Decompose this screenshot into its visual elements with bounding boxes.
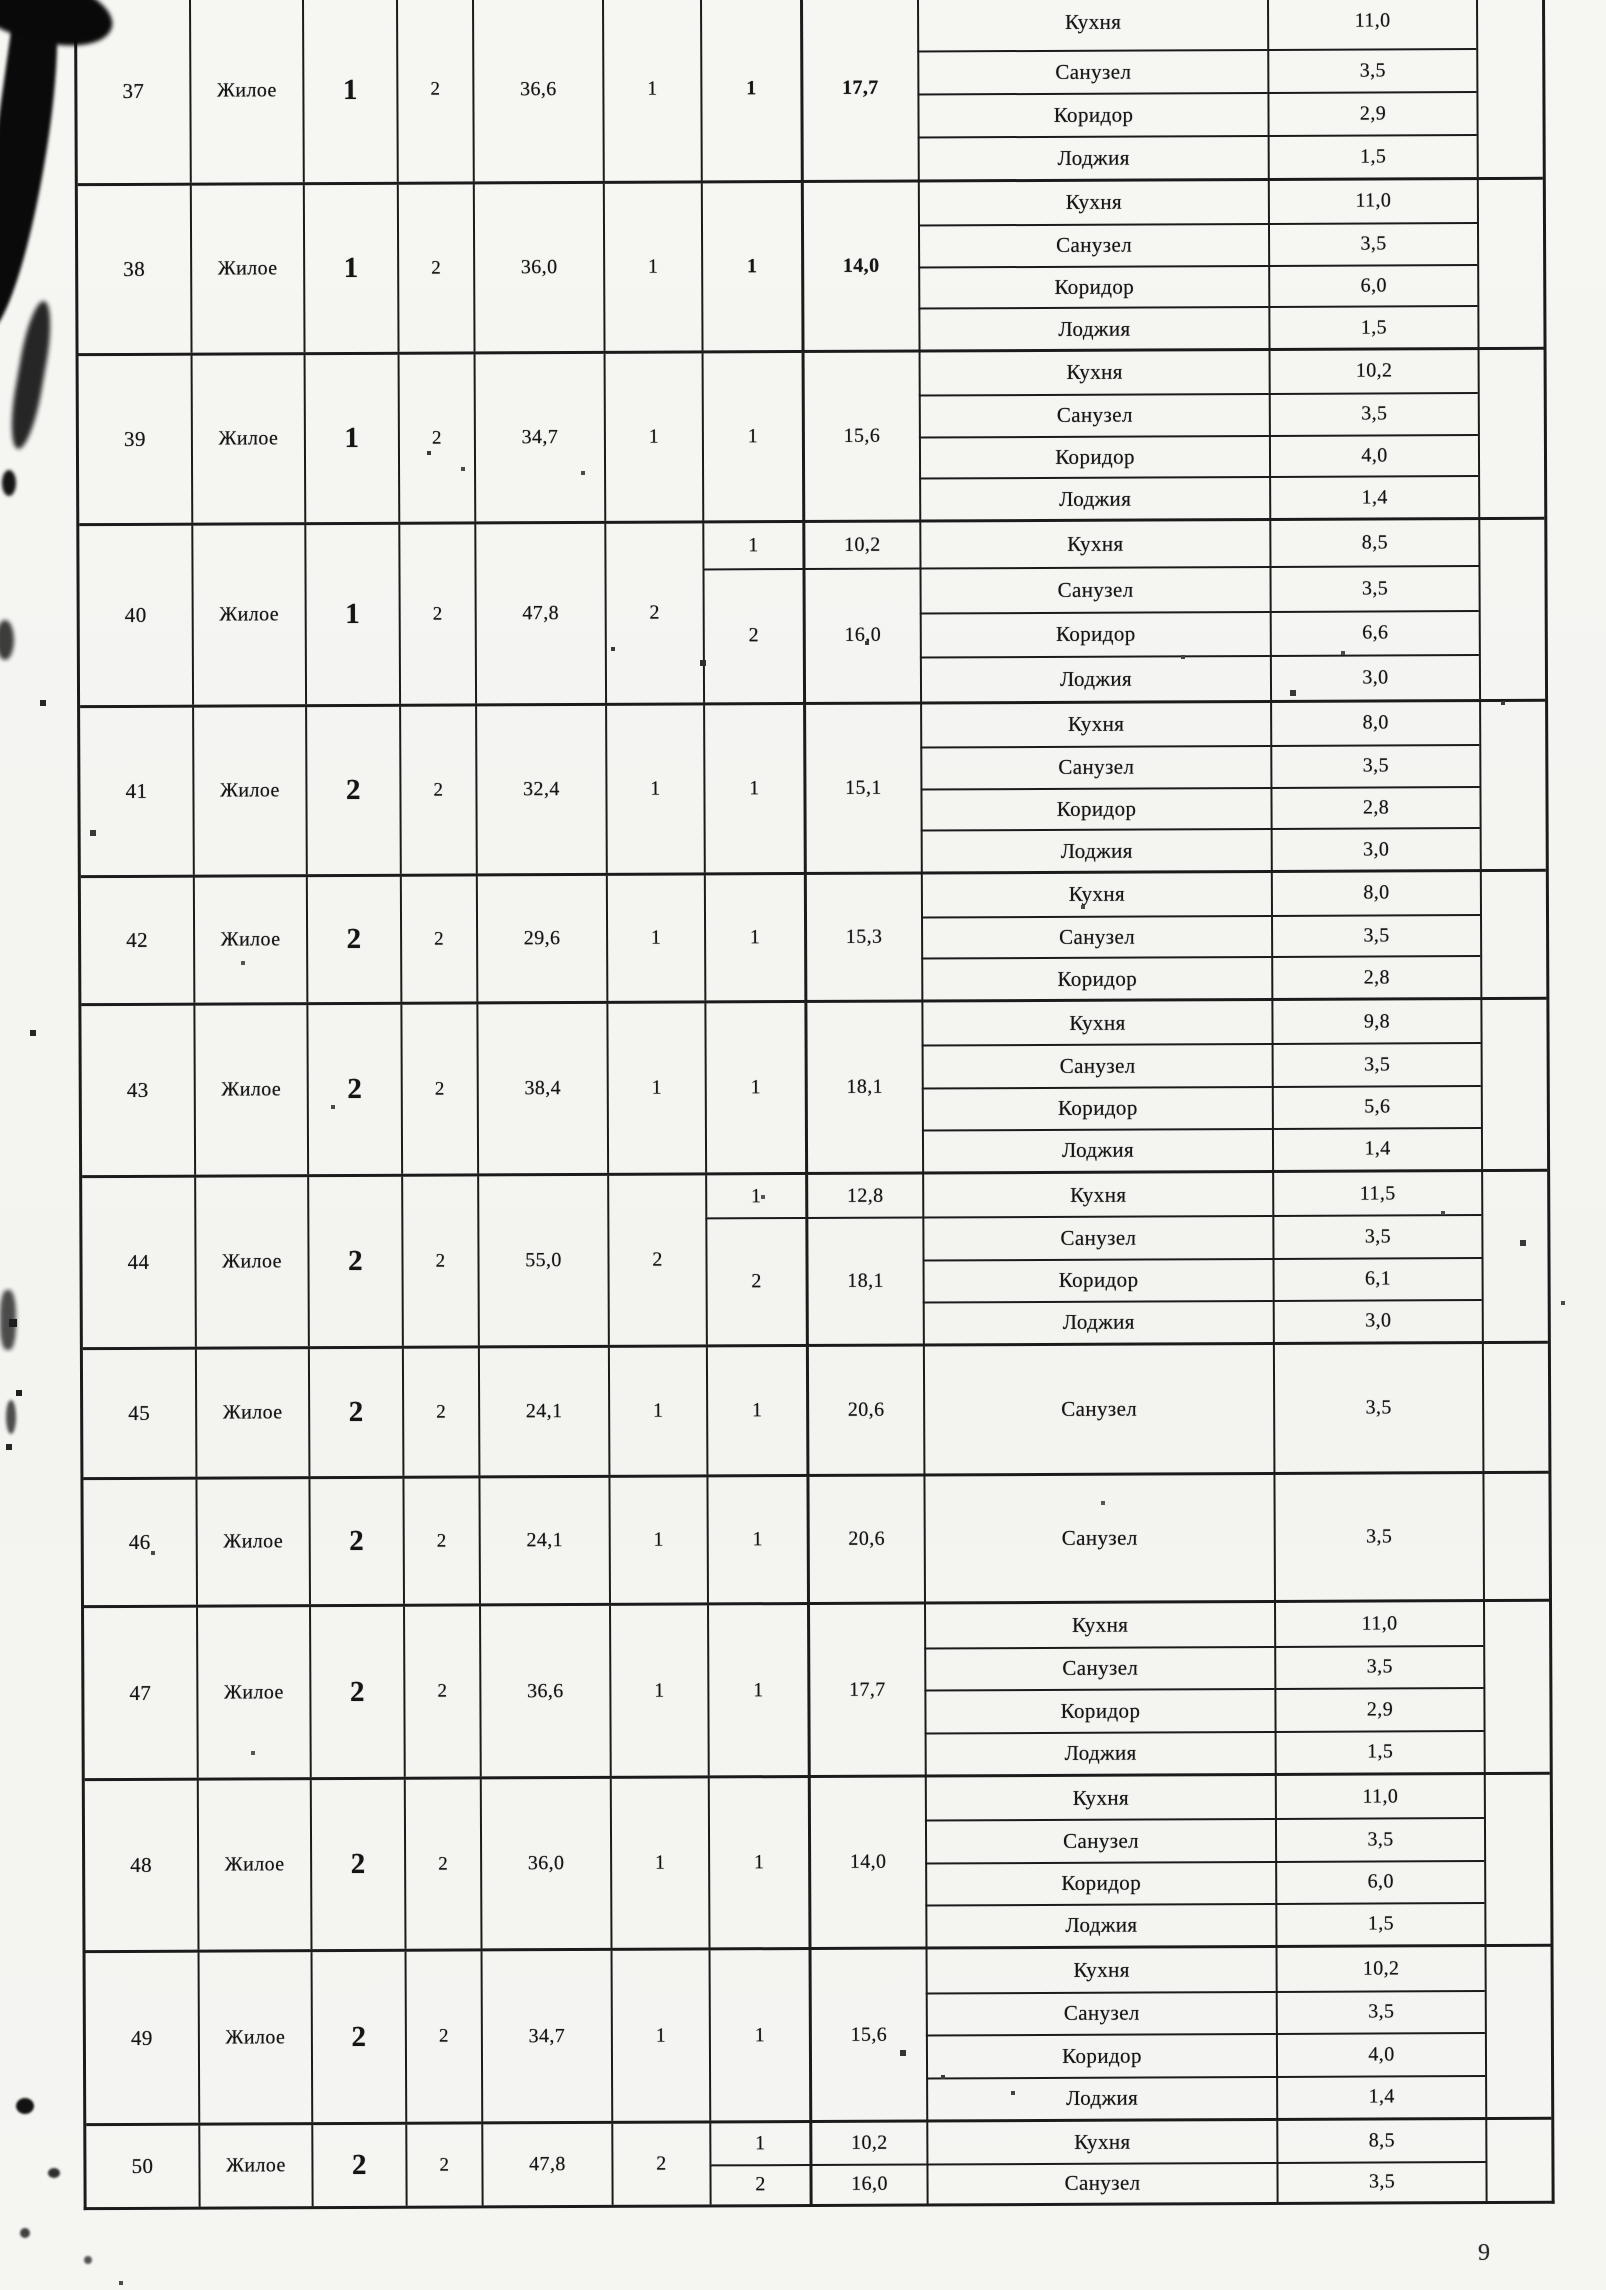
apartment-number-cell: 47 (129, 1680, 152, 1705)
notes-cell (1478, 520, 1545, 699)
scan-content (74, 0, 1555, 2210)
type-cell: Жилое (191, 355, 305, 522)
notes-cell (1483, 1602, 1550, 1772)
apartment-row (84, 1599, 1550, 1778)
total-area-cell: 36,6 (472, 0, 603, 181)
floor-cell: 2 (305, 707, 400, 874)
room-area-cell: 1,4 (1276, 2075, 1485, 2118)
notes-cell (1478, 350, 1545, 517)
room-area-cell: 2,8 (1271, 955, 1480, 998)
room-area-cell: 2,9 (1274, 1687, 1483, 1730)
room-area-cell: 1,5 (1268, 134, 1477, 178)
unit-area-cell: 12,8 (805, 1174, 922, 1217)
room-area-cell: 2,8 (1270, 786, 1479, 829)
room-area-cell: 10,2 (1269, 350, 1478, 393)
room-name-cell: Лоджия (923, 1300, 1273, 1344)
col4-cell: 2 (397, 184, 474, 351)
unit-no-cell: 1 (709, 2123, 809, 2164)
page-number: 9 (1478, 2240, 1490, 2266)
col4-cell: 2 (398, 354, 475, 521)
total-area-cell: 36,0 (480, 1779, 611, 1949)
room-name-cell: Санузел (921, 915, 1271, 958)
apartment-number-cell: 43 (126, 1077, 149, 1102)
type-cell: Жилое (198, 1952, 312, 2122)
unit-no-cell: 1 (705, 1175, 805, 1218)
room-name-cell: Санузел (922, 1215, 1272, 1259)
room-area-cell: 8,5 (1269, 520, 1478, 566)
total-area-cell: 47,8 (474, 524, 605, 704)
unit-no-cell: 2 (705, 1217, 806, 1344)
room-area-cell: 5,6 (1272, 1085, 1481, 1128)
room-area-cell: 6,1 (1272, 1257, 1481, 1300)
col4-cell: 2 (403, 1606, 480, 1776)
scan-artifact (0, 620, 14, 660)
apartment-number-cell: 38 (123, 256, 146, 281)
room-area-cell: 3,5 (1268, 222, 1477, 265)
col4-cell: 2 (402, 1478, 479, 1603)
room-area-cell: 11,0 (1267, 0, 1476, 49)
type-cell: Жилое (193, 877, 307, 1002)
room-area-cell: 6,0 (1275, 1860, 1484, 1903)
apartment-number-cell: 46 (128, 1529, 151, 1554)
unit-no-cell: 1 (700, 0, 801, 180)
total-area-cell: 24,1 (478, 1478, 609, 1604)
total-area-cell: 38,4 (476, 1004, 607, 1174)
room-name-cell: Кухня (925, 1776, 1275, 1820)
scan-artifact (5, 299, 57, 451)
room-area-cell: 9,8 (1271, 1000, 1480, 1043)
total-area-cell: 36,6 (479, 1606, 610, 1777)
room-area-cell: 3,5 (1273, 1344, 1483, 1472)
apartment-row (83, 1341, 1549, 1477)
type-cell: Жилое (196, 1607, 310, 1777)
room-name-cell: Лоджия (918, 306, 1268, 349)
room-name-cell: Санузел (923, 1345, 1274, 1474)
type-cell: Жилое (192, 707, 306, 874)
room-area-cell: 3,5 (1272, 1042, 1481, 1085)
units-count-cell: 2 (607, 1175, 706, 1344)
notes-cell (1482, 1474, 1549, 1599)
units-count-cell: 1 (606, 1003, 705, 1172)
room-name-cell: Кухня (921, 873, 1271, 916)
room-area-cell: 6,0 (1268, 264, 1477, 307)
units-count-cell: 2 (611, 2123, 709, 2204)
units-count-cell: 1 (610, 1778, 709, 1947)
unit-no-cell: 1 (704, 875, 805, 1000)
room-name-cell: Санузел (917, 49, 1267, 94)
notes-cell (1485, 2120, 1551, 2201)
room-name-cell: Кухня (919, 351, 1269, 394)
notes-cell (1482, 1344, 1549, 1471)
room-name-cell: Лоджия (926, 2075, 1276, 2119)
apartment-row (82, 1169, 1548, 1347)
room-name-cell: Кухня (920, 703, 1270, 746)
col4-cell: 2 (401, 1176, 478, 1345)
room-name-cell: Коридор (925, 1860, 1275, 1904)
notes-cell (1481, 1172, 1548, 1341)
total-area-cell: 47,8 (481, 2124, 611, 2206)
units-count-cell: 2 (604, 523, 703, 702)
unit-no-cell: 2 (709, 2163, 809, 2204)
unit-no-cell: 1 (702, 353, 803, 520)
room-name-cell: Лоджия (925, 1730, 1275, 1774)
notes-cell (1480, 872, 1547, 997)
room-area-cell: 8,0 (1270, 702, 1479, 745)
room-name-cell: Санузел (926, 2161, 1276, 2203)
unit-area-cell: 16,0 (809, 2163, 926, 2204)
room-area-cell: 10,2 (1276, 1947, 1485, 1990)
room-name-cell: Лоджия (918, 135, 1268, 180)
unit-no-cell: 1 (703, 705, 804, 872)
room-area-cell: 3,0 (1270, 654, 1479, 700)
apartment-row (86, 2117, 1551, 2207)
room-name-cell: Коридор (917, 92, 1267, 137)
room-area-cell: 3,5 (1273, 1474, 1483, 1600)
room-name-cell: Коридор (924, 1688, 1274, 1732)
room-name-cell: Коридор (923, 1257, 1273, 1301)
floor-cell: 2 (311, 2125, 405, 2206)
unit-area-cell: 17,7 (807, 1604, 925, 1775)
type-cell: Жилое (190, 185, 304, 352)
apartment-row (77, 0, 1543, 183)
room-name-cell: Санузел (919, 393, 1269, 436)
apartment-row (81, 869, 1547, 1003)
room-name-cell: Санузел (923, 1475, 1274, 1602)
room-area-cell: 3,5 (1271, 914, 1480, 957)
apartments-table (74, 0, 1555, 2210)
room-area-cell: 3,0 (1273, 1299, 1482, 1342)
room-name-cell: Санузел (924, 1645, 1274, 1689)
room-name-cell: Коридор (919, 434, 1269, 477)
room-name-cell: Лоджия (921, 828, 1271, 871)
unit-no-cell: 1 (706, 1347, 807, 1474)
apartment-number-cell: 44 (127, 1249, 150, 1274)
apartment-row (79, 517, 1545, 705)
room-name-cell: Лоджия (925, 1903, 1275, 1947)
unit-area-cell: 15,6 (809, 1949, 927, 2120)
room-area-cell: 3,5 (1272, 1214, 1481, 1257)
unit-area-cell: 20,6 (806, 1346, 924, 1474)
total-area-cell: 24,1 (478, 1348, 609, 1476)
room-area-cell: 1,5 (1275, 1730, 1484, 1773)
room-name-cell: Коридор (926, 2033, 1276, 2077)
room-area-cell: 1,4 (1272, 1127, 1481, 1170)
units-count-cell: 1 (611, 1950, 710, 2120)
col4-cell: 2 (400, 1004, 477, 1173)
units-count-cell: 1 (602, 0, 701, 181)
unit-area-cell: 15,3 (804, 874, 922, 1000)
room-name-cell: Санузел (925, 1818, 1275, 1862)
room-area-cell: 4,0 (1276, 2032, 1485, 2075)
notes-cell (1485, 1947, 1552, 2117)
floor-cell: 2 (311, 1952, 406, 2122)
units-count-cell: 1 (604, 353, 703, 520)
room-area-cell: 3,5 (1274, 1645, 1483, 1688)
scan-artifact (84, 2256, 92, 2264)
room-name-cell: Санузел (918, 223, 1268, 266)
notes-cell (1479, 702, 1546, 869)
floor-cell: 1 (302, 0, 397, 182)
col4-cell: 2 (399, 706, 476, 873)
total-area-cell: 55,0 (477, 1176, 608, 1346)
scan-artifact (2, 470, 16, 496)
apartment-row (80, 699, 1546, 875)
unit-no-cell: 1 (707, 1605, 808, 1775)
room-name-cell: Кухня (918, 181, 1268, 224)
room-area-cell: 11,0 (1275, 1775, 1484, 1818)
apartment-number-cell: 40 (124, 602, 147, 627)
room-name-cell: Кухня (919, 521, 1269, 567)
floor-cell: 2 (307, 1177, 402, 1346)
apartment-number-cell: 45 (128, 1400, 151, 1425)
units-count-cell: 1 (609, 1605, 708, 1775)
total-area-cell: 34,7 (474, 354, 605, 522)
col4-cell: 2 (402, 1348, 479, 1475)
apartment-number-cell: 42 (126, 927, 149, 952)
scan-artifact (16, 2098, 34, 2114)
room-name-cell: Коридор (920, 786, 1270, 829)
scan-artifact (0, 0, 2, 2)
unit-no-cell: 1 (701, 183, 802, 350)
notes-cell (1476, 0, 1543, 177)
apartment-number-cell: 37 (122, 78, 145, 103)
room-area-cell: 8,0 (1271, 872, 1480, 915)
room-area-cell: 11,0 (1268, 180, 1477, 223)
room-name-cell: Санузел (926, 1990, 1276, 2034)
floor-cell: 2 (308, 1349, 403, 1476)
apartment-row (81, 997, 1547, 1175)
total-area-cell: 29,6 (476, 876, 607, 1002)
room-name-cell: Кухня (926, 2121, 1276, 2163)
room-area-cell: 4,0 (1269, 434, 1478, 477)
col4-cell: 2 (396, 0, 473, 182)
unit-area-cell: 14,0 (801, 182, 919, 350)
units-count-cell: 1 (605, 705, 704, 872)
col4-cell: 2 (400, 876, 477, 1001)
floor-cell: 2 (310, 1780, 405, 1949)
scan-artifact (6, 1400, 16, 1434)
apartment-row (86, 1944, 1552, 2123)
room-area-cell: 1,4 (1269, 475, 1478, 518)
room-area-cell: 1,5 (1268, 305, 1477, 348)
room-area-cell: 3,0 (1271, 827, 1480, 870)
unit-area-cell: 15,1 (803, 704, 921, 872)
room-name-cell: Кухня (921, 1001, 1271, 1045)
room-area-cell: 1,5 (1275, 1902, 1484, 1945)
scan-artifact (0, 1290, 16, 1350)
type-cell: Жилое (193, 1005, 307, 1174)
type-cell: Жилое (195, 1349, 309, 1476)
room-name-cell: Кухня (917, 0, 1267, 50)
room-area-cell: 11,0 (1274, 1602, 1483, 1645)
room-name-cell: Коридор (922, 1085, 1272, 1129)
notes-cell (1480, 1000, 1547, 1169)
apartment-row (83, 1471, 1549, 1605)
units-count-cell: 1 (606, 875, 705, 1000)
unit-area-cell: 18,1 (805, 1217, 923, 1344)
room-name-cell: Кухня (922, 1173, 1272, 1217)
unit-area-cell: 17,7 (800, 0, 918, 180)
floor-cell: 1 (304, 355, 399, 522)
apartment-number-cell: 49 (130, 2025, 153, 2050)
total-area-cell: 36,0 (473, 184, 604, 352)
total-area-cell: 34,7 (481, 1951, 612, 2122)
floor-cell: 2 (306, 1005, 401, 1174)
apartment-row (79, 347, 1545, 523)
unit-area-cell: 16,0 (802, 567, 920, 702)
room-name-cell: Коридор (921, 956, 1271, 999)
apartment-row (78, 177, 1544, 353)
apartment-row (85, 1772, 1551, 1950)
room-area-cell: 2,9 (1267, 91, 1476, 135)
floor-cell: 2 (308, 1479, 403, 1604)
room-area-cell: 3,5 (1276, 1990, 1485, 2033)
floor-cell: 2 (309, 1607, 404, 1777)
room-area-cell: 3,5 (1269, 565, 1478, 611)
units-count-cell: 1 (608, 1347, 707, 1474)
room-name-cell: Санузел (922, 1043, 1272, 1087)
units-count-cell: 1 (603, 183, 702, 350)
floor-cell: 1 (304, 525, 399, 704)
unit-no-cell: 1 (702, 523, 802, 568)
unit-area-cell: 10,2 (809, 2122, 926, 2163)
unit-area-cell: 15,6 (802, 352, 920, 520)
type-cell: Жилое (189, 0, 303, 183)
room-area-cell: 3,5 (1276, 2161, 1485, 2202)
type-cell: Жилое (195, 1479, 309, 1604)
apartment-number-cell: 48 (130, 1852, 153, 1877)
room-name-cell: Кухня (926, 1948, 1276, 1992)
room-area-cell: 3,5 (1275, 1817, 1484, 1860)
room-name-cell: Лоджия (922, 1128, 1272, 1172)
scan-artifact (48, 2168, 60, 2178)
notes-cell (1484, 1775, 1551, 1944)
unit-no-cell: 1 (708, 1778, 809, 1947)
unit-no-cell: 1 (709, 1950, 810, 2120)
units-count-cell: 1 (608, 1477, 707, 1602)
type-cell: Жилое (198, 2125, 311, 2206)
col4-cell: 2 (405, 2124, 481, 2205)
unit-area-cell: 14,0 (808, 1777, 926, 1947)
unit-area-cell: 10,2 (802, 522, 919, 567)
room-name-cell: Коридор (918, 264, 1268, 307)
total-area-cell: 32,4 (475, 706, 606, 874)
floor-cell: 1 (303, 185, 398, 352)
room-name-cell: Санузел (920, 745, 1270, 788)
apartment-number-cell: 50 (131, 2153, 154, 2178)
notes-cell (1477, 180, 1544, 347)
apartment-number-cell: 41 (125, 778, 148, 803)
type-cell: Жилое (197, 1780, 311, 1949)
unit-no-cell: 1 (704, 1003, 805, 1172)
floor-cell: 2 (306, 877, 401, 1002)
unit-no-cell: 1 (706, 1477, 807, 1602)
col4-cell: 2 (404, 1779, 481, 1948)
col4-cell: 2 (405, 1951, 482, 2121)
unit-no-cell: 2 (702, 568, 803, 703)
type-cell: Жилое (191, 525, 305, 704)
unit-area-cell: 20,6 (806, 1476, 924, 1602)
type-cell: Жилое (194, 1177, 308, 1346)
room-name-cell: Санузел (919, 566, 1269, 612)
room-name-cell: Коридор (920, 610, 1270, 656)
room-area-cell: 6,6 (1270, 610, 1479, 656)
scan-artifact (20, 2228, 30, 2238)
col4-cell: 2 (398, 524, 475, 703)
unit-area-cell: 18,1 (804, 1002, 922, 1172)
scan-artifact (0, 0, 71, 340)
room-name-cell: Лоджия (920, 655, 1270, 701)
room-name-cell: Кухня (924, 1603, 1274, 1647)
room-area-cell: 3,5 (1269, 392, 1478, 435)
room-name-cell: Лоджия (919, 476, 1269, 519)
apartment-number-cell: 39 (123, 426, 146, 451)
room-area-cell: 11,5 (1272, 1172, 1481, 1215)
room-area-cell: 8,5 (1276, 2120, 1485, 2161)
room-area-cell: 3,5 (1270, 744, 1479, 787)
room-area-cell: 3,5 (1267, 48, 1476, 92)
